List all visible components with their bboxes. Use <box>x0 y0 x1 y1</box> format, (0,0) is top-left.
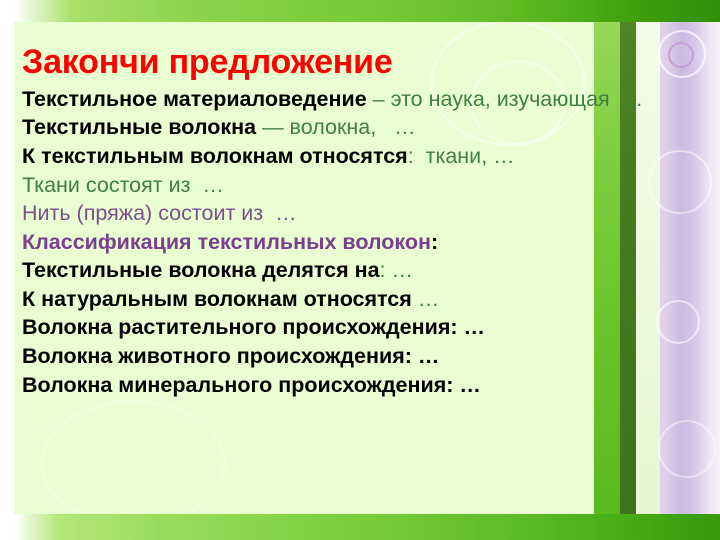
sentence-line-part: … <box>417 286 440 311</box>
sentence-line-part: Текстильные волокна делятся на <box>22 258 380 283</box>
sentence-line-part: Ткани состоят из … <box>22 172 224 197</box>
sentence-line-part: Волокна минерального происхождения: … <box>22 372 481 397</box>
sentence-line <box>22 256 662 285</box>
sentence-line <box>22 313 662 342</box>
sentence-line-part: Текстильные волокна <box>22 115 263 140</box>
sentence-line <box>22 113 662 142</box>
sentence-line <box>22 199 662 228</box>
slide-content <box>22 44 662 399</box>
sentence-line <box>22 371 662 400</box>
sentence-line-part: Нить (пряжа) состоит из … <box>22 201 297 226</box>
sentence-line <box>22 342 662 371</box>
sentence-line <box>22 285 662 314</box>
sentence-line <box>22 228 662 257</box>
top-gradient-strip <box>0 0 720 22</box>
sentence-line-part: К натуральным волокнам относятся <box>22 286 418 311</box>
sentence-line-part: Волокна животного происхождения: … <box>22 344 440 369</box>
sentence-line-part: Волокна растительного происхождения: … <box>22 315 486 340</box>
sentence-list <box>22 85 662 400</box>
bottom-gradient-strip <box>0 514 720 540</box>
sentence-line-part: — волокна, … <box>262 115 416 140</box>
sentence-line-part: – это наука, изучающая … <box>372 86 644 111</box>
sentence-line-part: К текстильным волокнам относятся <box>22 143 408 168</box>
circle-ornament-icon <box>656 300 700 344</box>
sentence-line-part: Текстильное материаловедение <box>22 86 373 111</box>
sentence-line-part: Классификация текстильных волокон <box>22 229 432 254</box>
sentence-line-part: : ткани, … <box>407 143 515 168</box>
left-white-margin <box>0 0 14 540</box>
sentence-line-part: : <box>431 229 439 254</box>
sentence-line-part: : … <box>379 258 413 283</box>
decorative-swirl-icon <box>40 400 226 526</box>
sentence-line <box>22 171 662 200</box>
circle-ornament-icon <box>658 420 716 478</box>
sentence-line <box>22 142 662 171</box>
sentence-line <box>22 85 662 114</box>
slide-title: Закончи предложение <box>22 43 393 81</box>
circle-ornament-icon <box>668 42 694 68</box>
